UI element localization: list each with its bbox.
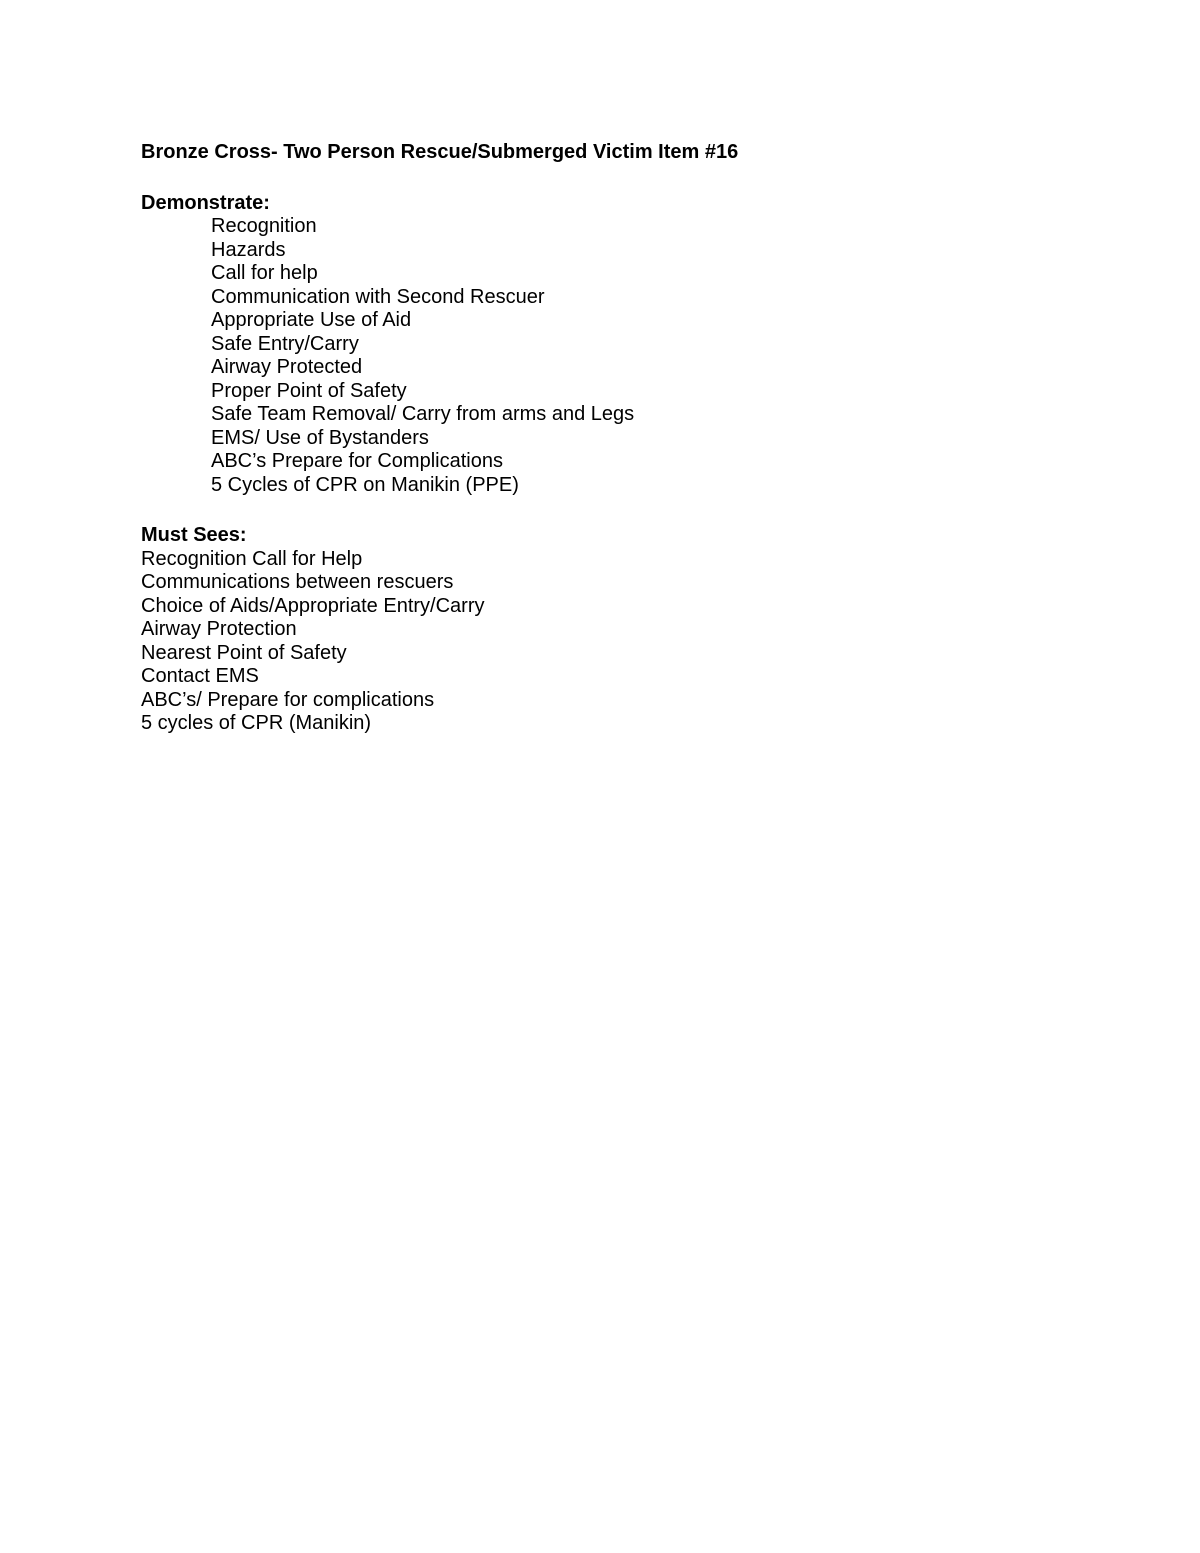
list-item: Choice of Aids/Appropriate Entry/Carry (141, 594, 485, 617)
list-item: Contact EMS (141, 665, 259, 687)
list-item: Hazards (211, 238, 286, 261)
list-item: 5 cycles of CPR (Manikin) (141, 712, 372, 734)
must-sees-list (141, 548, 1101, 736)
list-item: Airway Protected (211, 356, 363, 378)
list-item: Nearest Point of Safety (141, 641, 347, 664)
list-item: Communications between rescuers (141, 571, 454, 593)
list-item: ABC’s Prepare for Complications (211, 450, 503, 472)
list-item: ABC’s/ Prepare for complications (141, 688, 435, 711)
list-item: Recognition Call for Help (141, 547, 363, 570)
must-sees-heading: Must Sees: (141, 524, 247, 546)
spacer (141, 165, 1101, 192)
document-title: Bronze Cross- Two Person Rescue/Submerged Victim Item #16 (141, 141, 739, 163)
demonstrate-list (141, 215, 1101, 497)
list-item: Safe Team Removal/ Carry from arms and Legs (211, 403, 635, 425)
list-item: Airway Protection (141, 618, 297, 640)
document-content (141, 141, 1101, 736)
list-item: Call for help (211, 262, 318, 284)
list-item: Safe Entry/Carry (211, 332, 359, 355)
list-item: Recognition (211, 215, 317, 237)
list-item: Proper Point of Safety (211, 379, 407, 402)
list-item: EMS/ Use of Bystanders (211, 426, 429, 449)
spacer (141, 497, 1101, 524)
list-item: Communication with Second Rescuer (211, 285, 545, 308)
list-item: Appropriate Use of Aid (211, 309, 412, 331)
demonstrate-heading: Demonstrate: (141, 191, 270, 214)
list-item: 5 Cycles of CPR on Manikin (PPE) (211, 473, 519, 496)
